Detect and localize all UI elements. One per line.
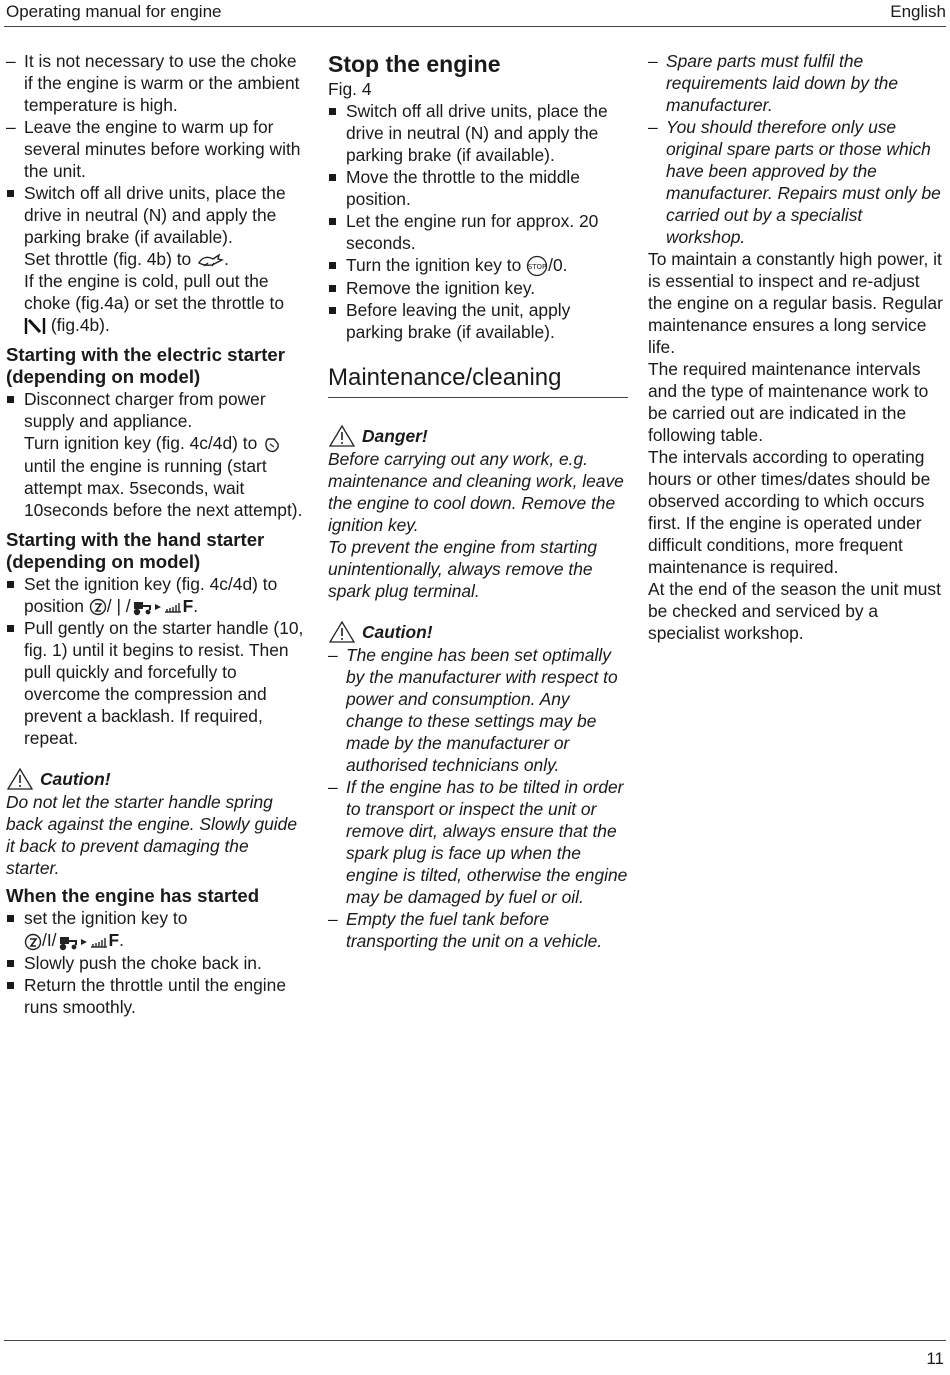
hare-throttle-icon xyxy=(196,251,224,269)
fuel-gauge-icon xyxy=(163,598,183,616)
paragraph: The intervals according to operating hours or other times/dates should be observed according to which occurs first. If the engine is operated under difficult conditions, more frequent maintenance is required. xyxy=(648,447,931,577)
list-item: – If the engine has to be tilted in order to transport or inspect the unit or remove dirt, always ensure that the spark plug is face up when the engine is tilted, otherwise the engine may be damaged by fuel or oil. xyxy=(328,776,628,908)
list-item: – Empty the fuel tank before transporting the unit on a vehicle. xyxy=(328,908,628,952)
arrow-icon xyxy=(79,933,89,951)
list-item: Set the ignition key (fig. 4c/4d) to position / | / F. xyxy=(6,573,306,617)
list-item: Before leaving the unit, apply parking brake (if available). xyxy=(328,299,628,343)
section-heading: Starting with the hand starter (depending on model) xyxy=(6,528,265,572)
list-item: – Leave the engine to warm up for several minutes before working with the unit. xyxy=(6,116,306,182)
paragraph: At the end of the season the unit must be checked and serviced by a specialist workshop. xyxy=(648,579,941,643)
list-item: Pull gently on the starter handle (10, fig. 1) until it begins to resist. Then pull quickly and forcefully to overcome the compression and prevent a backlash. If required, repeat. xyxy=(6,617,306,749)
danger-text: To prevent the engine from starting unintentionally, always remove the spark plug terminal. xyxy=(328,537,598,602)
tractor-icon xyxy=(131,598,153,616)
list-item: Switch off all drive units, place the drive in neutral (N) and apply the parking brake (if available). xyxy=(6,182,306,248)
header-title: Operating manual for engine xyxy=(6,2,222,21)
paragraph: To maintain a constantly high power, it is essential to inspect and re-adjust the engine on a regular basis. Regular maintenance ensures a long service life. xyxy=(648,249,943,357)
danger-label: Danger! xyxy=(328,424,628,448)
figure-reference: Fig. 4 xyxy=(328,79,372,99)
footer-rule xyxy=(4,1340,946,1341)
page-header xyxy=(6,2,946,24)
list-item: – The engine has been set optimally by the manufacturer with respect to power and consumption. Any change to these settings may be made by the manufacturer or authorised technicians only. xyxy=(328,644,628,776)
choke-icon xyxy=(24,316,46,336)
list-item: – It is not necessary to use the choke if the engine is warm or the ambient temperature is high. xyxy=(6,50,306,116)
paragraph: The required maintenance intervals and the type of maintenance work to be carried out are indicated in the following table. xyxy=(648,359,929,445)
list-item: – You should therefore only use original spare parts or those which have been approved by the manufacturer. Repairs must only be carried out by a specialist workshop. xyxy=(648,116,946,248)
caution-label: Caution! xyxy=(328,620,628,644)
fuel-gauge-icon xyxy=(89,933,109,951)
header-language: English xyxy=(890,2,946,21)
warning-triangle-icon xyxy=(6,767,34,791)
list-item: Remove the ignition key. xyxy=(328,277,628,299)
warning-triangle-icon xyxy=(328,424,356,448)
start-key-icon xyxy=(262,435,282,455)
section-heading: Starting with the electric starter (depending on model) xyxy=(6,344,285,388)
column-2 xyxy=(328,50,628,952)
caution-text: Do not let the starter handle spring back against the engine. Slowly guide it back to prevent damaging the starter. xyxy=(6,792,298,879)
section-heading: Stop the engine xyxy=(328,51,501,77)
list-item: – Spare parts must fulfil the requirements laid down by the manufacturer. xyxy=(648,50,946,116)
caution-label: Caution! xyxy=(6,767,306,791)
ignition-on-icon xyxy=(24,932,42,952)
arrow-icon xyxy=(153,598,163,616)
section-heading: When the engine has started xyxy=(6,885,260,907)
ignition-on-icon xyxy=(89,597,107,617)
page-number: 11 xyxy=(926,1349,944,1368)
column-3 xyxy=(648,50,946,644)
instruction-text: Turn ignition key (fig. 4c/4d) to until the engine is running (start attempt max. 5seconds, wait 10seconds before the next attempt). xyxy=(24,433,303,520)
list-item: Return the throttle until the engine runs smoothly. xyxy=(6,974,306,1018)
danger-text: Before carrying out any work, e.g. maintenance and cleaning work, leave the engine to cool down. Remove the ignition key. xyxy=(328,449,624,536)
list-item: Disconnect charger from power supply and appliance. xyxy=(6,388,306,432)
list-item: Slowly push the choke back in. xyxy=(6,952,306,974)
list-item: Switch off all drive units, place the drive in neutral (N) and apply the parking brake (if available). xyxy=(328,100,628,166)
column-1 xyxy=(6,50,306,1018)
list-item: set the ignition key to /I/ F. xyxy=(6,907,306,951)
header-rule xyxy=(4,26,946,27)
svg-text:STOP: STOP xyxy=(527,263,547,272)
instruction-text: If the engine is cold, pull out the choke (fig.4a) or set the throttle to (fig.4b). xyxy=(24,271,285,335)
section-heading: Maintenance/cleaning xyxy=(328,363,628,398)
list-item: Let the engine run for approx. 20 seconds. xyxy=(328,210,628,254)
fuel-f-label: F xyxy=(182,595,194,616)
instruction-text: Set throttle (fig. 4b) to . xyxy=(24,249,229,269)
stop-icon xyxy=(526,255,548,277)
warning-triangle-icon xyxy=(328,620,356,644)
list-item: Move the throttle to the middle position. xyxy=(328,166,628,210)
tractor-icon xyxy=(57,933,79,951)
list-item: Turn the ignition key to STOP /0. xyxy=(328,254,628,277)
fuel-f-label: F xyxy=(108,930,120,951)
